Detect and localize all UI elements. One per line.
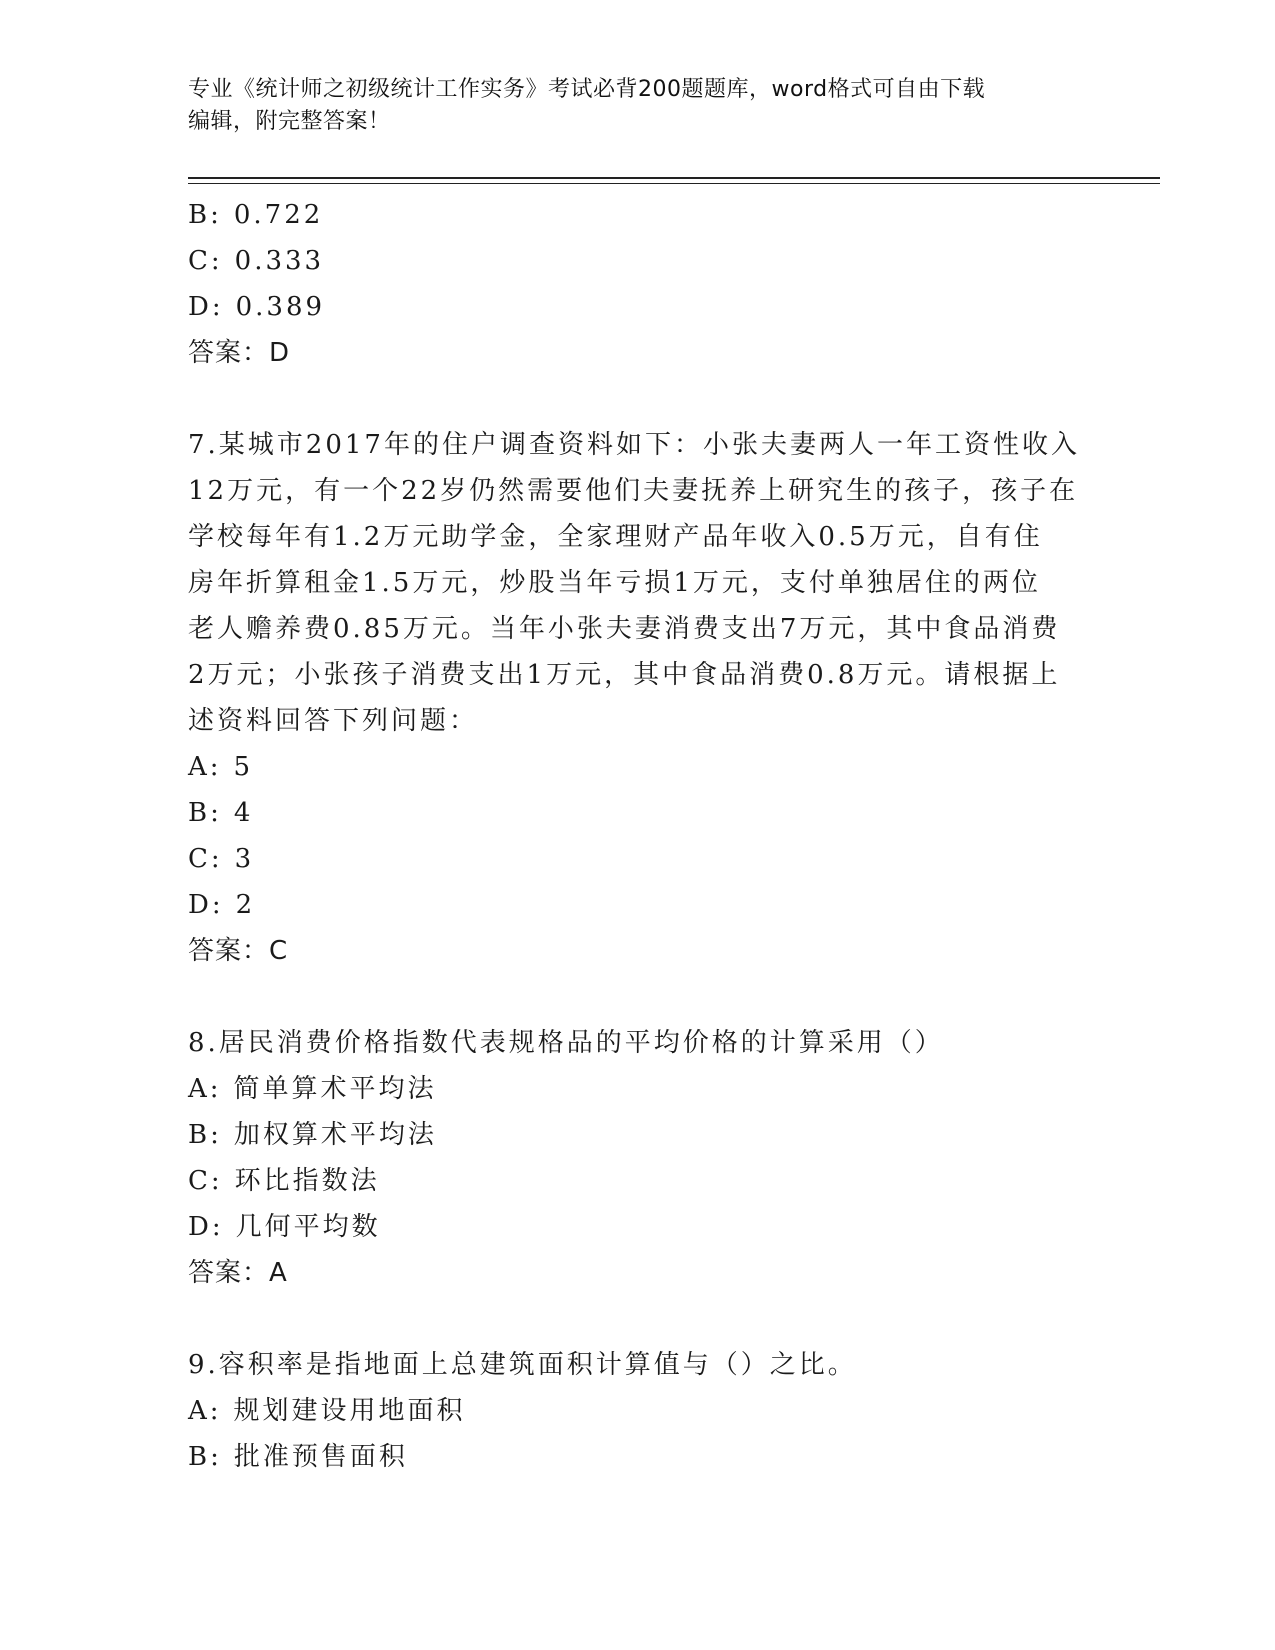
- question-stem-line: 房年折算租金1.5万元，炒股当年亏损1万元，支付单独居住的两位: [188, 568, 1041, 598]
- option-d: D: 2: [188, 890, 256, 920]
- option-b: B: 加权算术平均法: [188, 1120, 437, 1150]
- answer-line: 答案：D: [188, 338, 291, 368]
- question-stem-line: 7.某城市2017年的住户调查资料如下：小张夫妻两人一年工资性收入: [188, 430, 1080, 460]
- question-7: [188, 422, 1088, 974]
- option-d: D: 0.389: [188, 292, 326, 322]
- header-line-2: 编辑，附完整答案！: [188, 109, 391, 134]
- question-stem-line: 老人赡养费0.85万元。当年小张夫妻消费支出7万元，其中食品消费: [188, 614, 1061, 644]
- option-b: B: 0.722: [188, 200, 324, 230]
- option-c: C: 0.333: [188, 246, 325, 276]
- question-stem-line: 12万元，有一个22岁仍然需要他们夫妻抚养上研究生的孩子，孩子在: [188, 476, 1079, 506]
- header-rule-thin: [188, 183, 1160, 184]
- question-stem: 9.容积率是指地面上总建筑面积计算值与（）之比。: [188, 1350, 857, 1380]
- question-stem-line: 学校每年有1.2万元助学金，全家理财产品年收入0.5万元，自有住: [188, 522, 1043, 552]
- option-a: A: 5: [188, 752, 254, 782]
- option-a: A: 规划建设用地面积: [188, 1396, 466, 1426]
- question-stem-line: 2万元；小张孩子消费支出1万元，其中食品消费0.8万元。请根据上: [188, 660, 1061, 690]
- document-header: [188, 74, 1068, 138]
- question-stem: 8.居民消费价格指数代表规格品的平均价格的计算采用（）: [188, 1028, 944, 1058]
- question-stem-line: 述资料回答下列问题：: [188, 706, 479, 736]
- option-a: A: 简单算术平均法: [188, 1074, 437, 1104]
- option-b: B: 批准预售面积: [188, 1442, 408, 1472]
- option-c: C: 3: [188, 844, 255, 874]
- header-rule-thick: [188, 177, 1160, 179]
- carryover-options: [188, 192, 1088, 330]
- question-8: [188, 1020, 1088, 1296]
- option-b: B: 4: [188, 798, 254, 828]
- answer-line: 答案：A: [188, 1258, 288, 1288]
- answer-line: 答案：C: [188, 936, 289, 966]
- header-line-1: 专业《统计师之初级统计工作实务》考试必背200题题库，word格式可自由下载: [188, 77, 986, 102]
- option-c: C: 环比指数法: [188, 1166, 380, 1196]
- option-d: D: 几何平均数: [188, 1212, 381, 1242]
- question-content: [188, 192, 1088, 1480]
- question-9: [188, 1342, 1088, 1480]
